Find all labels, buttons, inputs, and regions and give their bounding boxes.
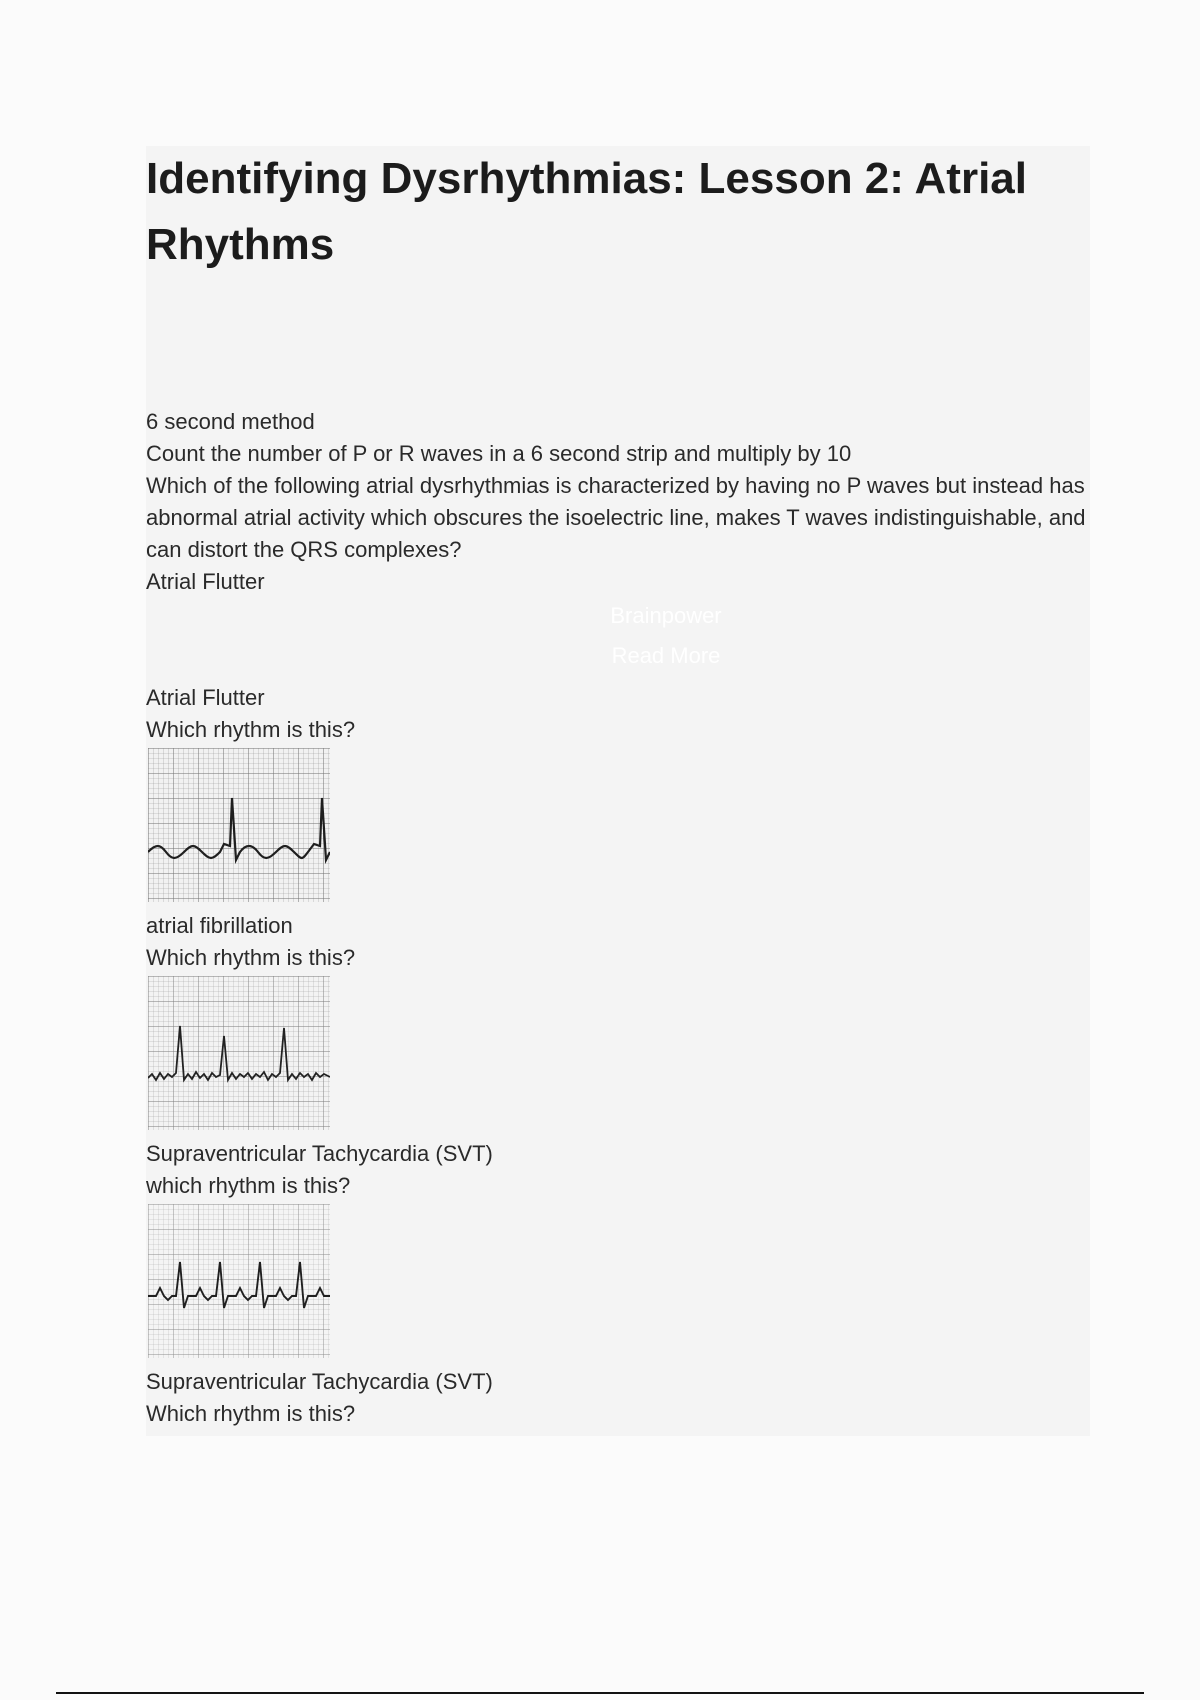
- document-body: [146, 406, 1090, 598]
- answer-4: Supraventricular Tachycardia (SVT): [146, 1369, 493, 1394]
- answer-2: atrial fibrillation: [146, 913, 293, 938]
- overlay-line-2[interactable]: Read More: [611, 643, 721, 668]
- ecg-strip-2: [148, 976, 330, 1130]
- faded-overlay[interactable]: [546, 596, 786, 676]
- ecg-strip-1: [148, 748, 330, 902]
- question-1: Which of the following atrial dysrhythmias is characterized by having no P waves but instead has abnormal atrial activity which obscures the isoelectric line, makes T waves indistinguishable, and can distort the QRS complexes?: [146, 473, 1086, 562]
- footer-divider: [56, 1692, 1144, 1694]
- question-3: Which rhythm is this?: [146, 945, 356, 970]
- overlay-line-1[interactable]: Brainpower: [610, 603, 722, 628]
- answer-1-repeat: Atrial Flutter: [146, 685, 265, 710]
- answer-3: Supraventricular Tachycardia (SVT): [146, 1141, 493, 1166]
- document-content: [146, 146, 1090, 1436]
- question-4: which rhythm is this?: [146, 1173, 351, 1198]
- question-2: Which rhythm is this?: [146, 717, 356, 742]
- answer-1: Atrial Flutter: [146, 569, 265, 594]
- method-text: Count the number of P or R waves in a 6 second strip and multiply by 10: [146, 441, 852, 466]
- section-label: 6 second method: [146, 409, 315, 434]
- question-5: Which rhythm is this?: [146, 1401, 356, 1426]
- ecg-strip-3: [148, 1204, 330, 1358]
- page-title: Identifying Dysrhythmias: Lesson 2: Atrial Rhythms: [146, 154, 1027, 269]
